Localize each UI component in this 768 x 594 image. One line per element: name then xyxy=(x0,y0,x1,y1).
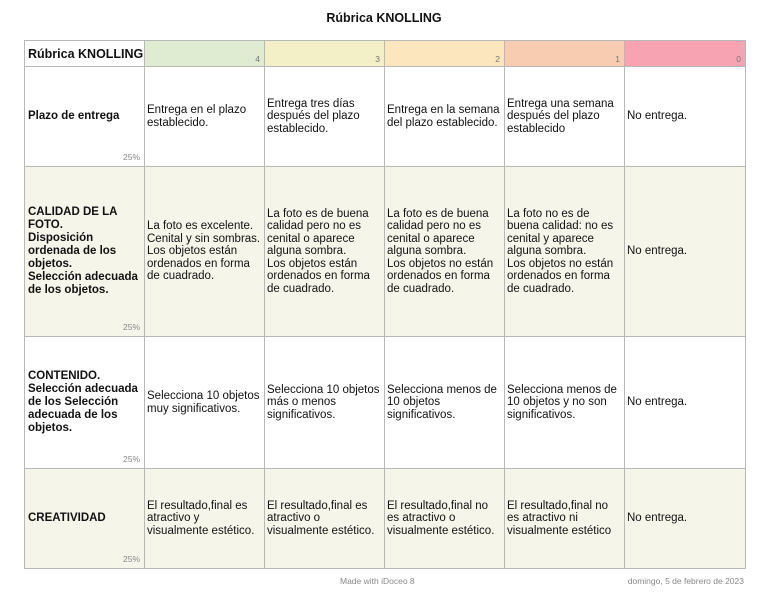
criterion-label: CREATIVIDAD xyxy=(28,512,106,524)
descriptor-level-4[interactable]: Selecciona 10 objetos muy significativos. xyxy=(145,337,265,469)
level-header-3: 3 xyxy=(265,41,385,67)
descriptor-level-4[interactable]: El resultado,final es atractivo y visualmente estético. xyxy=(145,469,265,569)
criterion-weight: 25% xyxy=(122,454,140,464)
criterion-label: Plazo de entrega xyxy=(28,110,120,122)
descriptor-level-4[interactable]: La foto es excelente. Cenital y sin sombras. Los objetos están ordenados en forma de cuadrado. xyxy=(145,167,265,337)
descriptor-level-3[interactable]: Entrega tres días después del plazo establecido. xyxy=(265,67,385,167)
descriptor-level-2[interactable]: Selecciona menos de 10 objetos significativos. xyxy=(385,337,505,469)
footer-date: domingo, 5 de febrero de 2023 xyxy=(627,576,744,586)
rubric-name: Rúbrica KNOLLING xyxy=(25,41,145,67)
descriptor-level-2[interactable]: Entrega en la semana del plazo establecido. xyxy=(385,67,505,167)
descriptor-level-0[interactable]: No entrega. xyxy=(625,337,746,469)
level-header-0: 0 xyxy=(625,41,746,67)
criterion-cell xyxy=(25,67,145,167)
criterion-row xyxy=(25,67,746,167)
descriptor-level-1[interactable]: Selecciona menos de 10 objetos y no son significativos. xyxy=(505,337,625,469)
rubric-table xyxy=(24,40,746,569)
descriptor-level-0[interactable]: No entrega. xyxy=(625,469,746,569)
criterion-weight: 25% xyxy=(122,152,140,162)
header-row xyxy=(25,41,746,67)
made-with-credit: Made with iDoceo 8 xyxy=(340,576,415,586)
criterion-label: CALIDAD DE LA FOTO. Disposición ordenada de los objetos. Selección adecuada de los objetos. xyxy=(28,206,138,296)
descriptor-level-1[interactable]: La foto no es de buena calidad: no es cenital y aparece alguna sombra. Los objetos no están ordenados en forma de cuadrado. xyxy=(505,167,625,337)
level-header-4: 4 xyxy=(145,41,265,67)
descriptor-level-0[interactable]: No entrega. xyxy=(625,167,746,337)
descriptor-level-4[interactable]: Entrega en el plazo establecido. xyxy=(145,67,265,167)
level-header-2: 2 xyxy=(385,41,505,67)
level-header-1: 1 xyxy=(505,41,625,67)
descriptor-level-2[interactable]: La foto es de buena calidad pero no es cenital o aparece alguna sombra. Los objetos no están ordenados en forma de cuadrado. xyxy=(385,167,505,337)
criterion-cell xyxy=(25,337,145,469)
criterion-weight: 25% xyxy=(122,554,140,564)
descriptor-level-3[interactable]: La foto es de buena calidad pero no es cenital o aparece alguna sombra. Los objetos están ordenados en forma de cuadrado. xyxy=(265,167,385,337)
criterion-row xyxy=(25,469,746,569)
criterion-weight: 25% xyxy=(122,322,140,332)
criterion-cell xyxy=(25,469,145,569)
descriptor-level-0[interactable]: No entrega. xyxy=(625,67,746,167)
descriptor-level-2[interactable]: El resultado,final no es atractivo o visualmente estético. xyxy=(385,469,505,569)
criterion-row xyxy=(25,167,746,337)
descriptor-level-3[interactable]: Selecciona 10 objetos más o menos significativos. xyxy=(265,337,385,469)
descriptor-level-3[interactable]: El resultado,final es atractivo o visualmente estético. xyxy=(265,469,385,569)
criterion-cell xyxy=(25,167,145,337)
descriptor-level-1[interactable]: Entrega una semana después del plazo establecido xyxy=(505,67,625,167)
page-title: Rúbrica KNOLLING xyxy=(326,11,442,25)
descriptor-level-1[interactable]: El resultado,final no es atractivo ni visualmente estético xyxy=(505,469,625,569)
criterion-label: CONTENIDO. Selección adecuada de los Selección adecuada de los objetos. xyxy=(28,370,138,434)
criterion-row xyxy=(25,337,746,469)
